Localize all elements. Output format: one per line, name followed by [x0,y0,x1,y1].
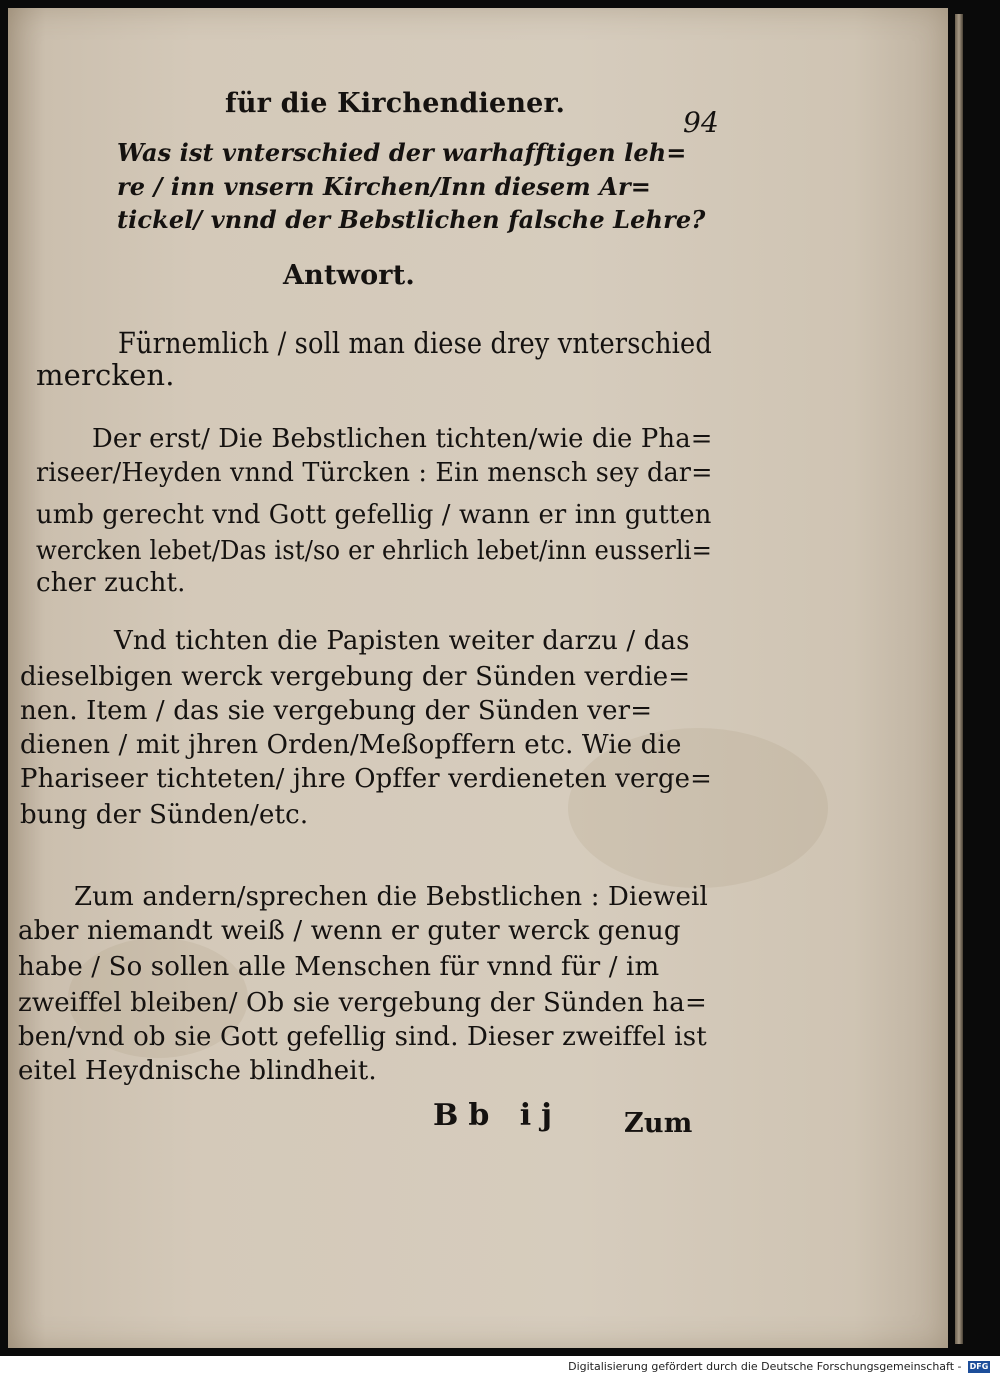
page-edge [955,14,963,1344]
paragraph-line: dieselbigen werck vergebung der Sünden verdie= [20,662,691,692]
running-header: für die Kirchendiener. [225,88,566,119]
signature-mark: Bb ij [433,1098,563,1133]
paragraph-line: mercken. [36,358,175,392]
answer-heading: Antwort. [283,260,415,291]
catchword: Zum [624,1108,693,1139]
paragraph-line: bung der Sünden/etc. [20,800,309,830]
paragraph-line: eitel Heydnische blindheit. [18,1056,377,1086]
paragraph-line: Vnd tichten die Papisten weiter darzu / das [114,626,690,656]
paragraph-line: habe / So sollen alle Menschen für vnnd für / im [18,952,660,982]
funding-credit-text: Digitalisierung gefördert durch die Deutsche Forschungsgemeinschaft - [568,1360,962,1373]
paragraph-line: Zum andern/sprechen die Bebstlichen : Dieweil [74,882,708,912]
page-number: 94 [683,106,720,139]
paragraph-line: riseer/Heyden vnnd Türcken : Ein mensch sey dar= [36,458,713,488]
paragraph-line: dienen / mit jhren Orden/Meßopffern etc. Wie die [20,730,682,760]
paragraph-line: umb gerecht vnd Gott gefellig / wann er inn gutten [36,500,712,530]
paragraph-line: cher zucht. [36,568,186,598]
question-line: Was ist vnterschied der warhafftigen leh= [117,138,687,167]
paragraph-line: Phariseer tichteten/ jhre Opffer verdieneten verge= [20,764,713,794]
footer-credit [0,1358,990,1376]
question-line: tickel/ vnnd der Bebstlichen falsche Lehre? [117,205,706,234]
question-line: re / inn vnsern Kirchen/Inn diesem Ar= [117,172,651,201]
paragraph-line: nen. Item / das sie vergebung der Sünden ver= [20,696,653,726]
paragraph-line: ben/vnd ob sie Gott gefellig sind. Dieser zweiffel ist [18,1022,707,1052]
paragraph-line: wercken lebet/Das ist/so er ehrlich lebet/inn eusserli= [36,536,713,566]
paragraph-line: aber niemandt weiß / wenn er guter werck genug [18,916,681,946]
dfg-logo: DFG [969,1362,989,1371]
paragraph-line: Der erst/ Die Bebstlichen tichten/wie die Pha= [92,424,713,454]
paragraph-line: Fürnemlich / soll man diese drey vnterschied [118,326,712,360]
paragraph-line: zweiffel bleiben/ Ob sie vergebung der Sünden ha= [18,988,707,1018]
